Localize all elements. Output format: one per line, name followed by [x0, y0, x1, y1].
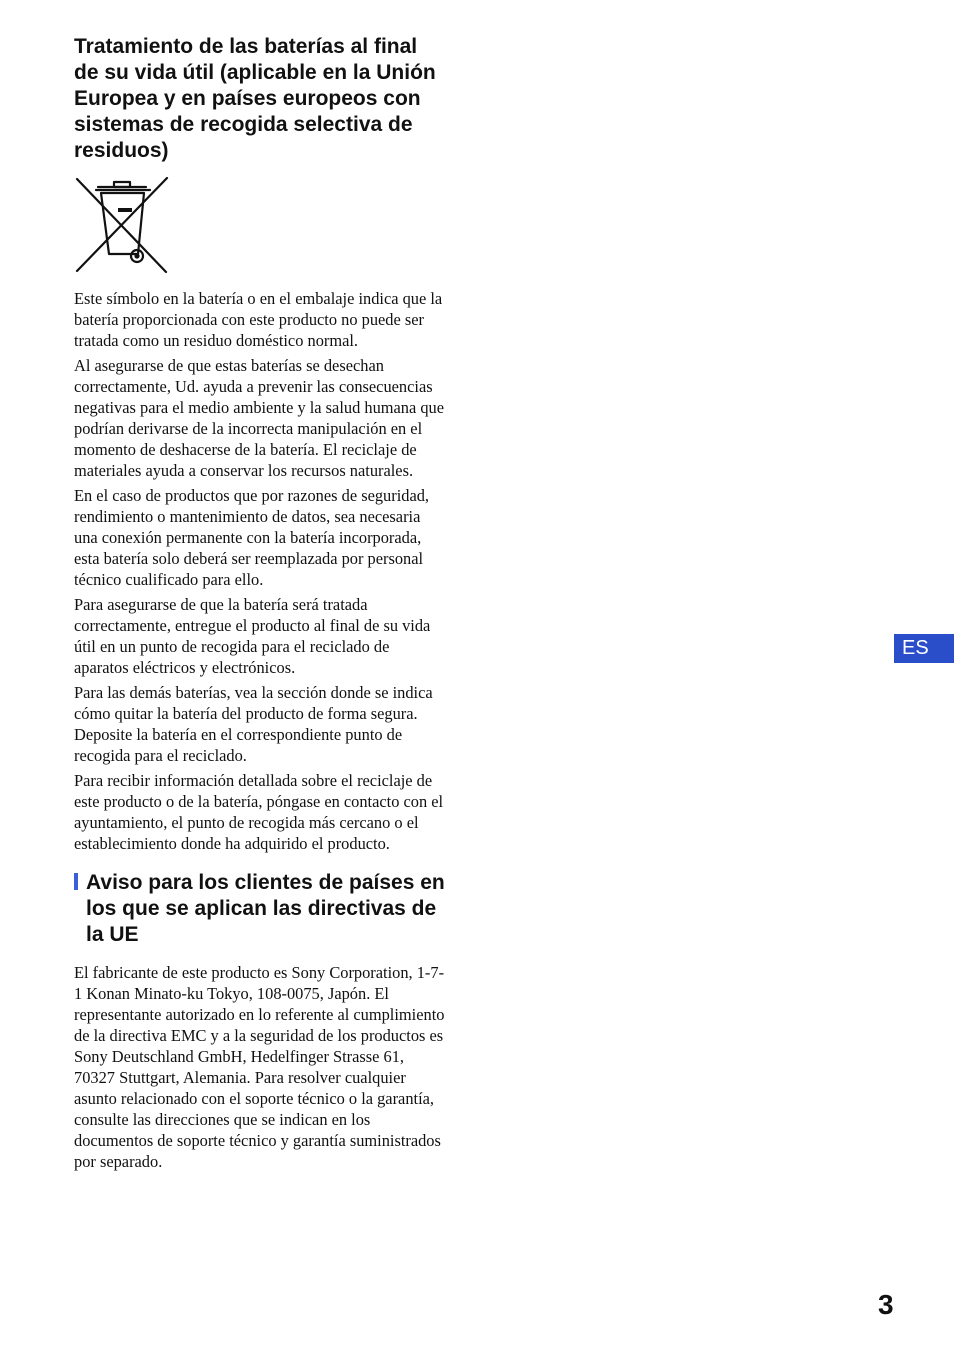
- section-heading-eu-notice-wrapper: [74, 870, 446, 948]
- page-number: 3: [878, 1289, 894, 1320]
- crossed-out-wheelie-bin-icon: [74, 176, 170, 274]
- paragraph: Al asegurarse de que estas baterías se desechan correctamente, Ud. ayuda a prevenir las consecuencias negativas para el medio ambiente y la salud humana que podrían derivarse de la incorrecta manipulación en el momento de deshacerse de la batería. El reciclaje de materiales ayuda a conservar los recursos naturales.: [74, 356, 445, 480]
- paragraph: El fabricante de este producto es Sony Corporation, 1-7-1 Konan Minato-ku Tokyo, 108-0075, Japón. El representante autorizado en lo referente al cumplimiento de la directiva EMC y a la seguridad de los productos es Sony Deutschland GmbH, Hedelfinger Strasse 61, 70327 Stuttgart, Alemania. Para resolver cualquier asunto relacionado con el soporte técnico o la garantía, consulte las direcciones que se indican en los documentos de soporte técnico y garantía suministrados por separado.: [74, 963, 445, 1171]
- paragraph: Para las demás baterías, vea la sección donde se indica cómo quitar la batería del producto de forma segura. Deposite la batería en el correspondiente punto de recogida para el reciclado.: [74, 683, 433, 765]
- paragraph: Para recibir información detallada sobre el reciclaje de este producto o de la batería, póngase en contacto con el ayuntamiento, el punto de recogida más cercano o el establecimiento donde ha adquirido el producto.: [74, 771, 444, 853]
- paragraph: Para asegurarse de que la batería será tratada correctamente, entregue el producto al final de su vida útil en un punto de recogida para el reciclado de aparatos eléctricos y electrónicos.: [74, 595, 431, 677]
- heading-marker-bar: [74, 873, 78, 890]
- paragraph: Este símbolo en la batería o en el embalaje indica que la batería proporcionada con este producto no puede ser tratada como un residuo doméstico normal.: [74, 289, 443, 350]
- section2-body: [74, 962, 446, 1172]
- section1-body: [74, 288, 446, 854]
- section-heading-battery-disposal: Tratamiento de las baterías al final de su vida útil (aplicable en la Unión Europea y en países europeos con sistemas de recogida selectiva de residuos): [74, 35, 436, 162]
- content-column: [74, 34, 446, 1176]
- section-heading-eu-notice: Aviso para los clientes de países en los que se aplican las directivas de la UE: [86, 871, 445, 946]
- paragraph: En el caso de productos que por razones de seguridad, rendimiento o mantenimiento de datos, sea necesaria una conexión permanente con la batería incorporada, esta batería solo deberá ser reemplazada por personal técnico cualificado para ello.: [74, 486, 430, 589]
- language-tab: ES: [894, 634, 954, 663]
